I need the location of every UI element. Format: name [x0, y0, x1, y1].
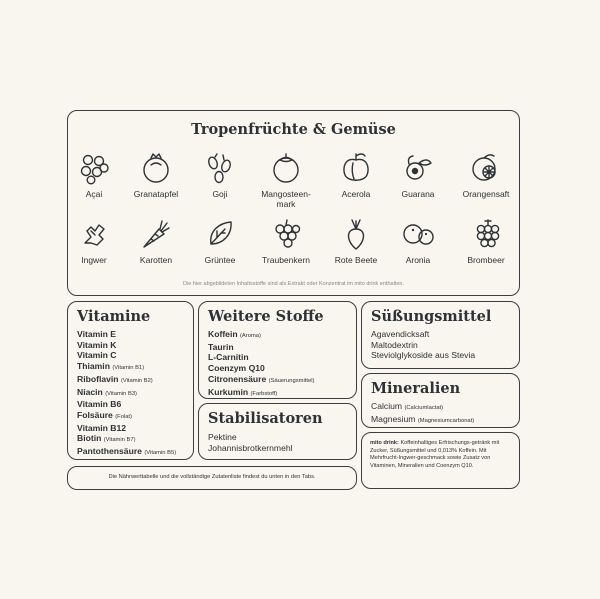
produce-label: Traubenkern [262, 255, 310, 265]
produce-item-orangensaft [446, 151, 526, 199]
list-item: Pektine [208, 432, 237, 442]
produce-label: Aronia [405, 255, 431, 265]
list-item: Vitamin C [77, 350, 117, 361]
produce-label: Karotten [139, 255, 173, 265]
suessungsmittel-list [371, 329, 475, 361]
weitere-stoffe-list [208, 329, 314, 399]
list-item: Pantothensäure (Vitamin B5) [77, 446, 177, 457]
list-item: Koffein (Aroma) [208, 329, 261, 339]
list-item: Coenzym Q10 [208, 363, 265, 374]
produce-item-mangosteen [246, 151, 326, 209]
produce-label: Orangensaft [462, 189, 510, 199]
list-item: Thiamin (Vitamin B1) [77, 361, 145, 372]
vitamine-title: Vitamine [77, 308, 151, 325]
list-item: Maltodextrin [371, 339, 418, 350]
produce-label: Ingwer [81, 255, 107, 265]
list-item: Folsäure (Folat) [77, 409, 132, 420]
vitamine-panel [67, 301, 194, 460]
produce-panel [67, 110, 520, 296]
guarana-icon [401, 151, 435, 185]
list-item: L-Carnitin [208, 352, 249, 363]
stabilisatoren-title: Stabilisatoren [208, 410, 323, 427]
stabilisatoren-panel [198, 403, 357, 460]
produce-label: Guarana [401, 189, 435, 199]
produce-label: Grüntee [204, 255, 236, 265]
list-item: Citronensäure (Säuerungsmittel) [208, 373, 315, 384]
list-item: Johannisbrotkernmehl [208, 442, 293, 453]
blackberry-icon [469, 217, 503, 251]
mineralien-panel [361, 373, 520, 428]
brand-name: mito drink: [370, 440, 399, 446]
produce-label: Mangosteen- mark [261, 189, 311, 209]
green-tea-leaf-icon [203, 217, 237, 251]
pomegranate-icon [139, 151, 173, 185]
weitere-stoffe-title: Weitere Stoffe [208, 308, 324, 325]
produce-label: Acerola [341, 189, 371, 199]
footer-note-panel [67, 466, 357, 490]
list-item: Biotin (Vitamin B7) [77, 433, 136, 444]
suessungsmittel-panel [361, 301, 520, 369]
list-item: Taurin [208, 341, 234, 352]
list-item: Magnesium (Magnesiumcarbonat) [371, 413, 475, 424]
footer-note: Die Nährwerttabelle und die vollständige Zutatenliste findest du unten in den Tabs. [108, 474, 316, 480]
mineralien-title: Mineralien [371, 380, 461, 397]
aronia-icon [401, 217, 435, 251]
produce-item-traubenkern [246, 217, 326, 265]
list-item: Vitamin K [77, 339, 117, 350]
list-item: Niacin (Vitamin B3) [77, 386, 137, 397]
product-description [370, 440, 513, 470]
list-item: Riboflavin (Vitamin B2) [77, 373, 153, 384]
carrot-icon [139, 217, 173, 251]
ginger-icon [77, 217, 111, 251]
mangosteen-icon [269, 151, 303, 185]
list-item: Calcium (Calciumlactat) [371, 401, 444, 411]
list-item: Vitamin B12 [77, 422, 127, 433]
product-description-text: Koffeinhaltiges Erfrischungs-getränk mit Zucker, Süßungsmittel und 0,013% Koffein. Mit Mehrfrucht-Ingwer-geschmack sowie Zusatz von Vitaminen, Mineralien und Coenzym Q10. [370, 440, 500, 469]
produce-label: Rote Beete [334, 255, 378, 265]
produce-note: Die hier abgebildeten Inhaltsstoffe sind als Extrakt oder Konzentrat im mito drink enthalten. [183, 281, 404, 287]
list-item: Steviolglykoside aus Stevia [371, 350, 476, 361]
product-info-panel [361, 432, 520, 489]
mineralien-list [371, 401, 474, 426]
beetroot-icon [339, 217, 373, 251]
stabilisatoren-list [208, 432, 293, 453]
produce-item-brombeer [446, 217, 526, 265]
grape-icon [269, 217, 303, 251]
produce-label: Goji [212, 189, 228, 199]
orange-icon [469, 151, 503, 185]
suessungsmittel-title: Süßungsmittel [371, 308, 492, 325]
produce-label: Granatapfel [133, 189, 179, 199]
list-item: Agavendicksaft [371, 329, 430, 339]
list-item: Kurkumin (Farbstoff) [208, 386, 278, 397]
vitamine-list [77, 329, 176, 459]
list-item: Vitamin B6 [77, 399, 122, 410]
acai-icon [77, 151, 111, 185]
weitere-stoffe-panel [198, 301, 357, 399]
acerola-icon [339, 151, 373, 185]
goji-icon [203, 151, 237, 185]
list-item: Vitamin E [77, 329, 117, 339]
produce-label: Brombeer [467, 255, 505, 265]
produce-title: Tropenfrüchte & Gemüse [191, 121, 396, 138]
produce-label: Açai [85, 189, 103, 199]
